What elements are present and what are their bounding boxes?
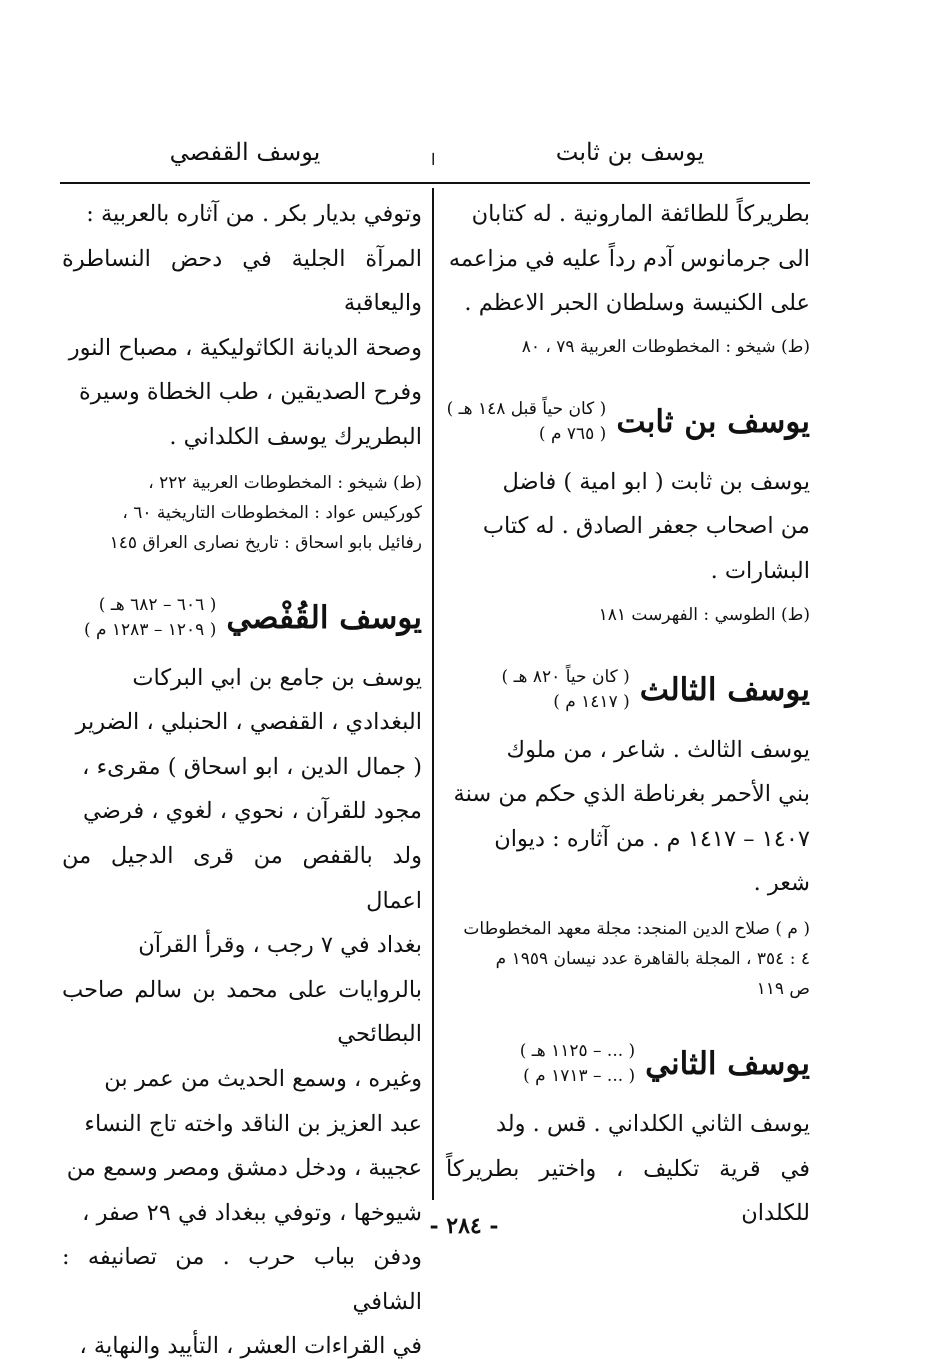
reference-line: ص ١١٩: [756, 978, 810, 999]
text-line: وغيره ، وسمع الحديث من عمر بن: [104, 1065, 422, 1092]
entry-name: يوسف الثالث: [639, 671, 810, 708]
text-line: على الكنيسة وسلطان الحبر الاعظم .: [464, 290, 810, 317]
text-line: وتوفي بديار بكر . من آثاره بالعربية :: [86, 201, 422, 227]
text-line: يوسف بن جامع بن ابي البركات: [132, 664, 422, 691]
reference-line: كوركيس عواد : المخطوطات التاريخية ٦٠ ،: [122, 502, 422, 523]
entry-date-gregorian: ( ٧٦٥ م ): [538, 423, 607, 444]
entry-date-hijri: ( ٦٠٦ – ٦٨٢ هـ ): [98, 594, 217, 615]
entry-dates: [84, 593, 216, 643]
text-line: بطريركاً للطائفة المارونية . له كتابان: [471, 201, 810, 227]
reference-line: (ط) الطوسي : الفهرست ١٨١: [598, 604, 810, 625]
text-line: البطريرك يوسف الكلداني .: [169, 423, 422, 450]
reference-line: ٤ : ٣٥٤ ، المجلة بالقاهرة عدد نيسان ١٩٥٩ م: [495, 948, 810, 969]
entry-heading: [446, 392, 810, 452]
running-head-mark: ا: [431, 150, 436, 169]
reference-line: (ط) شيخو : المخطوطات العربية ٢٢٢ ،: [148, 472, 422, 493]
text-line: بالروايات على محمد بن سالم صاحب البطائحي: [62, 976, 422, 1048]
entry-heading: [446, 660, 810, 720]
page-number: - ٢٨٤ -: [429, 1213, 499, 1239]
header-rule: [60, 182, 810, 184]
entry-date-gregorian: ( ١٢٠٩ – ١٢٨٣ م ): [83, 619, 217, 640]
text-line: يوسف الثاني الكلداني . قس . ولد: [495, 1110, 810, 1137]
text-line: وفرح الصديقين ، طب الخطاة وسيرة: [78, 379, 422, 406]
text-line: بغداد في ٧ رجب ، وقرأ القرآن: [138, 932, 422, 959]
text-line: وصحة الديانة الكاثوليكية ، مصباح النور: [68, 334, 422, 361]
text-line: ولد بالقفص من قرى الدجيل من اعمال: [62, 842, 422, 914]
entry-date-gregorian: ( ١٤١٧ م ): [553, 691, 630, 712]
entry-name: يوسف الثاني: [645, 1045, 810, 1082]
entry-date-hijri: ( ... – ١١٢٥ هـ ): [519, 1040, 636, 1061]
text-line: البشارات .: [710, 557, 810, 584]
text-line: المرآة الجلية في دحض النساطرة واليعاقبة: [62, 245, 422, 317]
column-divider: [432, 188, 434, 1200]
text-line: شعر .: [753, 870, 810, 897]
entry-dates: [447, 397, 607, 447]
entry-dates: [502, 665, 630, 715]
text-line: يوسف بن ثابت ( ابو امية ) فاضل: [502, 468, 810, 495]
entry-date-gregorian: ( ... – ١٧١٣ م ): [523, 1065, 636, 1086]
text-line: من اصحاب جعفر الصادق . له كتاب: [482, 513, 810, 540]
text-line: ( جمال الدين ، ابو اسحاق ) مقرىء ،: [82, 753, 422, 780]
text-line: ١٤٠٧ – ١٤١٧ م . من آثاره : ديوان: [494, 825, 810, 852]
entry-name: يوسف بن ثابت: [616, 403, 810, 440]
running-head-left: يوسف القفصي: [169, 138, 321, 166]
text-line: في القراءات العشر ، التأييد والنهاية ،: [79, 1333, 422, 1360]
text-line: الى جرمانوس آدم رداً عليه في مزاعمه: [448, 245, 810, 272]
entry-dates: [520, 1039, 635, 1089]
running-head-right: يوسف بن ثابت: [555, 138, 705, 166]
reference-line: ( م ) صلاح الدين المنجد: مجلة معهد المخطوطات: [463, 918, 810, 939]
text-line: البغدادي ، القفصي ، الحنبلي ، الضرير: [75, 709, 422, 736]
entry-name: يوسف القُفْصي: [226, 599, 422, 636]
text-line: يوسف الثالث . شاعر ، من ملوك: [506, 736, 810, 763]
text-line: مجود للقرآن ، نحوي ، لغوي ، فرضي: [83, 798, 422, 825]
text-line: شيوخها ، وتوفي ببغداد في ٢٩ صفر ،: [82, 1199, 422, 1226]
entry-heading: [62, 588, 422, 648]
reference-line: رفائيل بابو اسحاق : تاريخ نصارى العراق ١٤٥: [109, 532, 422, 553]
left-column: [62, 192, 422, 1369]
right-column: [446, 192, 810, 1236]
text-line: عبد العزيز بن الناقد واخته تاج النساء: [84, 1110, 422, 1137]
entry-heading: [446, 1034, 810, 1094]
text-line: عجيبة ، ودخل دمشق ومصر وسمع من: [66, 1155, 422, 1182]
entry-date-hijri: ( كان حياً قبل ١٤٨ هـ ): [446, 398, 607, 419]
text-line: في قرية تكليف ، واختير بطريركاً للكلدان: [446, 1155, 810, 1227]
entry-date-hijri: ( كان حياً ٨٢٠ هـ ): [501, 666, 630, 687]
text-line: بني الأحمر بغرناطة الذي حكم من سنة: [453, 781, 810, 808]
reference-line: (ط) شيخو : المخطوطات العربية ٧٩ ، ٨٠: [521, 336, 810, 357]
text-line: ودفن بباب حرب . من تصانيفه : الشافي: [62, 1244, 422, 1315]
